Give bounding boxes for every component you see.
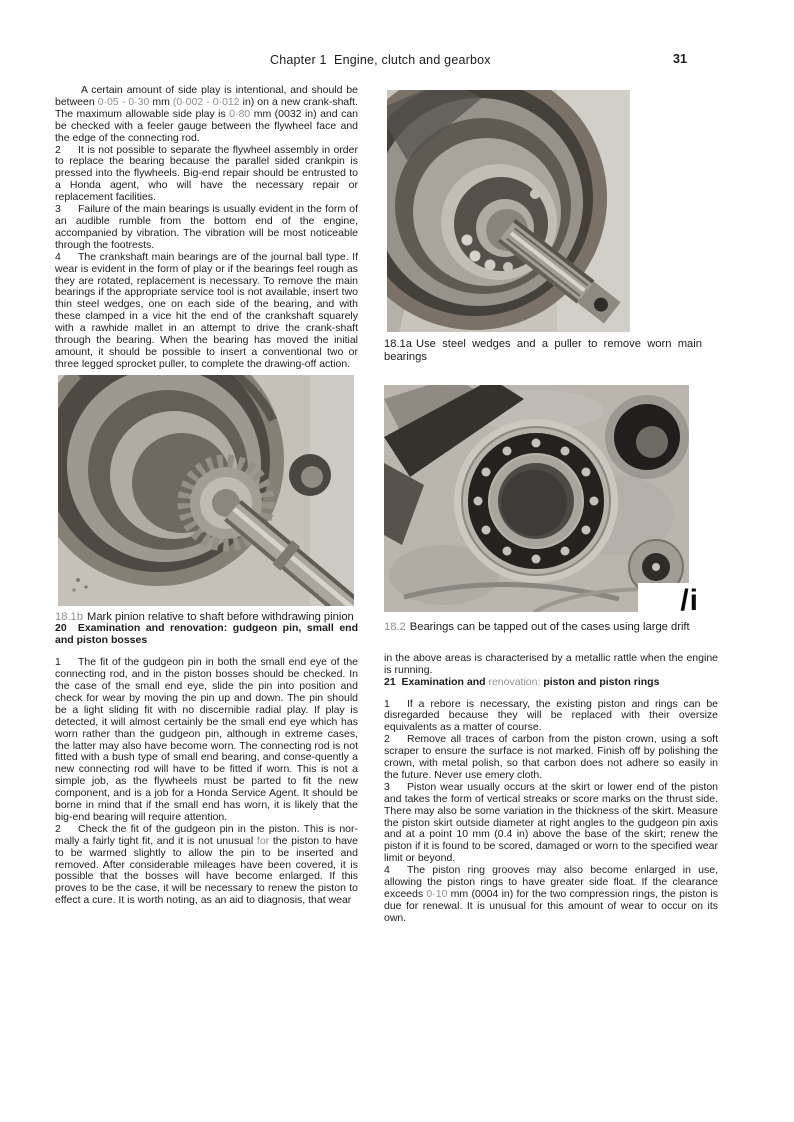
paragraph-number: 2 (55, 822, 61, 835)
caption-text: Mark pinion relative to shaft before withdrawing pinion (87, 610, 354, 623)
text-run: If a rebore is necessary, the existing piston and rings can be disregarded because they will be replaced with their oversize equivalents as a matter of course. (384, 697, 718, 734)
faded-value: (0·002 - 0·012 (172, 95, 240, 108)
section-20-paragraph-1 (55, 657, 358, 824)
caption-text: Use steel wedges and a puller to remove worn main bearings (384, 338, 702, 363)
text-run: the piston to have to be warmed slightly to allow the pin to be inserted and removed. After considerable mileages have been covered, it is possible that the bosses will have become enlarged. If this proves to be the case, it will be necessary to renew the piston to effect a cure. It is worth noting, as an aid to diagnosis, that wear (55, 834, 359, 907)
scan-artifact-text: /i (673, 586, 704, 616)
photo-crankshaft-pinion (58, 375, 358, 606)
paragraph-side-play (55, 85, 358, 145)
text-run: Failure of the main bearings is usually evident in the form of an audible rumble from the bottom end of the engine, accompanied by vibration. The vibration will be most noticeable through the footrests. (55, 203, 358, 251)
paragraph-number: 2 (55, 143, 61, 156)
paragraph-number: 4 (384, 864, 390, 877)
faded-value: 0·05 - 0·30 (97, 95, 150, 108)
photo-bearing-crankcase (384, 385, 718, 618)
faded-value: 0·80 (229, 107, 251, 120)
faded-value: 0·10 (426, 888, 448, 900)
section-21-paragraph-2 (384, 734, 718, 782)
faded-word: renovation: (488, 675, 541, 688)
caption-18-1a (384, 338, 702, 363)
text-run: The piston ring grooves may also become enlarged in use, allowing the piston rings to have greater side float. If the clearance exceeds (384, 864, 718, 900)
right-column (384, 90, 718, 925)
section-21-heading (384, 677, 718, 689)
chapter-title: Chapter 1 Engine, clutch and gearbox (270, 53, 491, 67)
text-run: Remove all traces of carbon from the piston crown, using a soft scraper to ensure the surface is not marked. Finish off by polishing the crown, with metal polish, so that carbon does not adhere so easily in the future. Never use emery cloth. (384, 733, 718, 781)
figure-number: 18.1b (55, 610, 83, 623)
section-20-heading: 20 Examination and renovation: gudgeon pin, small end and piston bosses (55, 622, 358, 647)
text-run: It is not possible to separate the flywheel assembly in order to replace the bearing because the parallel sided crankpin is pressed into the flywheels. Big-end repair should be entrusted to a Honda agent, who will have the necessary repair or replacement facilities. (55, 143, 358, 204)
text-run: The fit of the gudgeon pin in both the small end eye of the connecting rod, and in the piston bosses should be checked. In the case of the small end eye, slide the pin into position and check for wear by moving the pin up and down. The pin should be a light sliding fit with no discernible radial play. If play is detected, it will almost certainly be the small end eye which has worn rather than the gudgeon pin, although in extreme cases, the latter may also have become worn. The connecting rod is not fitted with a bush type of small end bearing, and conse-quently a new connecting rod will have to be fitted if worn. This is not a simple job, as the flywheels must be parted to fit the new component, and is a job for a Honda Service Agent. It should be borne in mind that if the small end has worn, it is likely that the big-end bearing will require attention. (55, 656, 358, 823)
section-20-paragraph-2 (55, 824, 358, 907)
faded-word: for (256, 834, 270, 847)
paragraph-3 (55, 204, 358, 252)
caption-text: Bearings can be tapped out of the cases using large drift (409, 621, 690, 634)
page-number: 31 (673, 52, 687, 66)
left-column (55, 85, 358, 907)
text-run: mm (0032 in) and can be checked with a feeler gauge between the flywheel face and the edge of the connecting rod. (55, 107, 359, 144)
paragraph-4 (55, 252, 358, 371)
text-run: mm (149, 95, 173, 108)
section-21-paragraph-4 (384, 865, 718, 925)
figure-number: 18.1a (384, 338, 412, 350)
paragraph-number: 3 (55, 203, 61, 216)
text-run: Piston wear usually occurs at the skirt or lower end of the piston and takes the form of vertical streaks or score marks on the thrust side. There may also be some variation in the thickness of the skirt. Measure the piston skirt outside diameter at right angles to the gudgeon pin axis and at a point 10 mm (0.4 in) above the base of the skirt; renew the piston if it is found to be scored, damaged or worn to the specified wear limit or beyond. (384, 780, 718, 865)
crankshaft-pinion-image (58, 375, 354, 606)
paragraph-2 (55, 145, 358, 205)
paragraph-number: 2 (384, 733, 390, 746)
caption-18-2 (384, 621, 718, 634)
text-run: A certain amount of side play is intentional, and should be between (55, 84, 358, 108)
page-header (0, 53, 794, 71)
figure-number: 18.2 (384, 621, 406, 634)
continued-paragraph: in the above areas is characterised by a metallic rattle when the engine is running. (384, 651, 718, 676)
paragraph-number: 1 (55, 656, 61, 669)
text-run: in) on a new crank-shaft. The maximum allowable side play is (55, 95, 358, 120)
paragraph-number: 1 (384, 697, 390, 710)
bearing-crankcase-image (384, 385, 689, 612)
photo-crankshaft-main-bearing (387, 90, 718, 332)
text-run: mm (0004 in) for the two compression rings, the piston is due for renewal. It is unusual for this amount of wear to occur on its own. (384, 888, 718, 924)
paragraph-number: 4 (55, 250, 61, 263)
heading-run: 21 Examination and (384, 675, 489, 688)
section-21-paragraph-3 (384, 782, 718, 865)
heading-run: piston and piston rings (540, 675, 660, 688)
crankshaft-main-bearing-image (387, 90, 630, 332)
text-run: The crankshaft main bearings are of the journal ball type. If wear is evident in the form of play or if the bearings feel rough as they are rotated, replacement is necessary. To remove the main bearings if the appropriate service tool is not available, insert two thin steel wedges, one on each side of the bearing, and with these clamped in a vice hit the end of the crankshaft squarely with a rawhide mallet in an attempt to drive the crank-shaft through the bearing. When the bearing has moved the initial amount, it should be possible to insert a conventional two or three legged sprocket puller, to complete the drawing-off action. (55, 250, 358, 370)
paragraph-number: 3 (384, 780, 390, 793)
text-run: Check the fit of the gudgeon pin in the piston. This is nor-mally a fairly tight fit, and it is not unusual (55, 822, 358, 847)
section-21-paragraph-1 (384, 699, 718, 735)
